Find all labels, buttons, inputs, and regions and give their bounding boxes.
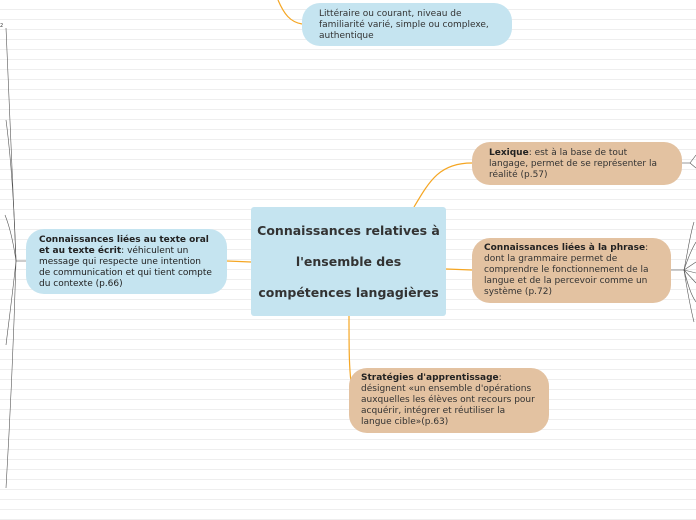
node-title: Lexique <box>489 148 529 158</box>
connector-phrase <box>446 269 472 270</box>
node-title: Connaissances liées à la phrase <box>484 243 646 253</box>
left-branch-lines <box>5 28 26 488</box>
node-title: Connaissances liées au texte oral et au texte écrit <box>39 235 209 256</box>
node-text: : désignent «un ensemble d'opérations auxquelles les élèves ont recours pour acquérir, intégrer et réutiliser la langue cible»(p.63) <box>361 373 535 427</box>
connector-left <box>227 261 251 262</box>
edge-label: 2 <box>0 23 4 29</box>
node-connaissances-texte[interactable] <box>26 229 227 294</box>
central-line-2: l'ensemble des <box>295 254 402 269</box>
node-connaissances-phrase[interactable] <box>472 238 671 303</box>
node-title: Stratégies d'apprentissage <box>361 373 499 383</box>
central-line-1: Connaissances relatives à <box>257 223 440 238</box>
connector-lexique <box>414 163 472 207</box>
central-topic[interactable] <box>251 207 446 316</box>
node-text: : est à la base de tout langage, permet de se représenter la réalité (p.57) <box>489 148 657 180</box>
node-text: Littéraire ou courant, niveau de familiarité varié, simple ou complexe, authentique <box>319 9 489 41</box>
node-type-de-texte[interactable] <box>302 3 512 46</box>
node-text: : dont la grammaire permet de comprendre le fonctionnement de la langue et de la percevoir comme un système (p.72) <box>484 243 649 297</box>
node-lexique[interactable] <box>472 142 682 185</box>
central-topic-text <box>257 215 440 308</box>
node-text: : véhiculent un message qui respecte une intention de communication et qui tient compte du contexte (p.66) <box>39 246 212 289</box>
node-strategies[interactable] <box>349 368 549 433</box>
central-line-3: compétences langagières <box>258 285 439 300</box>
connector-top <box>278 0 302 24</box>
